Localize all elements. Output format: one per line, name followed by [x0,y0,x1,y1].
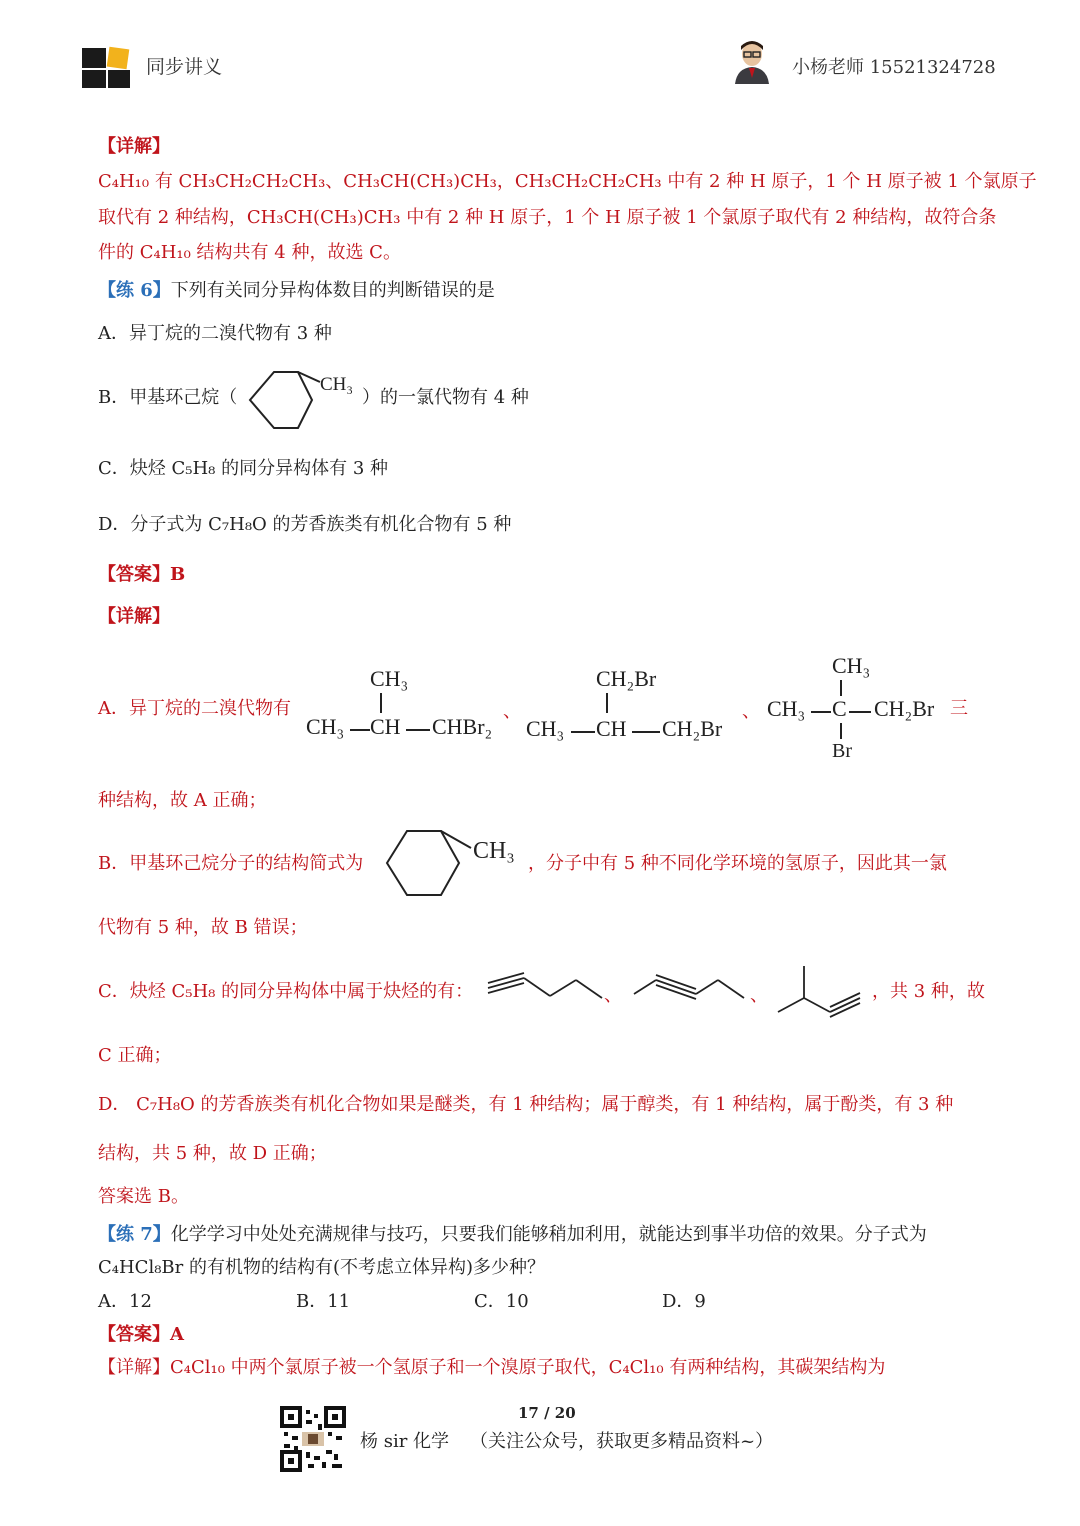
question-7-answer: 【答案】A [98,1324,184,1345]
explanation-a-cont: 种结构，故 A 正确； [98,790,267,811]
3-methylbut-1-yne-structure-icon [774,962,864,1020]
question-6-text: 下列有关同分异构体数目的判断错误的是 [170,280,495,301]
s3-bond-top [840,680,842,696]
brand-logo-icon [80,42,136,90]
explanation-a-post: 三 [950,698,968,719]
question-6-option-d: D．分子式为 C₇H₈O 的芳香族类有机化合物有 5 种 [98,514,512,535]
explanation-c-pre: C．炔烃 C₅H₈ 的同分异构体中属于炔烃的有： [98,981,474,1002]
sep-4: 、 [750,985,768,1006]
explanation-b-post: ，分子中有 5 种不同化学环境的氢原子，因此其一氯 [528,853,947,874]
page-number: 17 / 20 [518,1404,576,1422]
s2-ch: CH [596,716,627,741]
s1-bond-h2 [406,729,430,731]
teacher-avatar-icon [733,40,771,84]
detail-label: 【详解】 [98,136,170,157]
detail-line-1: C₄H₁₀ 有 CH₃CH₂CH₂CH₃、CH₃CH(CH₃)CH₃，CH₃CH₂CH₂CH₃ 中有 2 种 H 原子，1 个 H 原子被 1 个氯原子 [98,171,1037,192]
option-b-ch3-label: CH₃ [320,374,354,395]
question-7-tag: 【练 7】 [98,1224,171,1245]
s3-bond-bottom [840,723,842,739]
footer-slogan: （关注公众号，获取更多精品资料~） [470,1431,774,1452]
brand-title: 同步讲义 [146,56,223,78]
detail-line-3: 件的 C₄H₁₀ 结构共有 4 种，故选 C。 [98,242,401,263]
s1-ch3: CH₃ [370,666,409,691]
s2-ch2br-right: CH₂Br [662,716,723,741]
s1-ch: CH [370,714,401,739]
s3-c: C [832,696,847,721]
methylcyclohexane-structure-large-icon [383,828,533,898]
sep-2: 、 [742,701,760,722]
pent-1-yne-structure-icon [484,970,604,1010]
s1-chbr2: CHBr₂ [432,714,493,739]
teacher-contact: 小杨老师 15521324728 [792,57,996,78]
explanation-b-cont: 代物有 5 种，故 B 错误； [98,917,308,938]
detail-line-2: 取代有 2 种结构，CH₃CH(CH₃)CH₃ 中有 2 种 H 原子，1 个 H 原子被 1 个氯原子取代有 2 种结构，故符合条 [98,207,997,228]
s2-bond-h2 [632,731,660,733]
s1-bond-vertical [380,693,382,713]
sep-1: 、 [503,701,521,722]
exp-b-ch3-label: CH₃ [473,838,515,864]
s3-ch2br: CH₂Br [874,696,935,721]
qr-code-icon[interactable] [280,1406,346,1472]
question-6-option-a: A．异丁烷的二溴代物有 3 种 [98,323,332,344]
question-6-stem [98,279,495,303]
explanation-d-cont: 结构，共 5 种，故 D 正确； [98,1143,327,1164]
explanation-c-cont: C 正确； [98,1045,172,1066]
footer-account: 杨 sir 化学 [360,1431,450,1452]
s3-bond-h1 [811,711,831,713]
question-6-tag: 【练 6】 [98,280,171,301]
s2-bond-vertical [606,693,608,713]
conclusion: 答案选 B。 [98,1186,189,1207]
question-6-detail-label: 【详解】 [98,606,170,627]
sep-3: 、 [604,985,622,1006]
explanation-a-pre: A．异丁烷的二溴代物有 [98,698,291,719]
s3-ch3-top: CH₃ [832,653,871,678]
pent-2-yne-structure-icon [630,970,750,1010]
explanation-c-post: ，共 3 种，故 [872,981,985,1002]
s2-bond-h1 [571,731,595,733]
s3-ch3-left: CH₃ [767,696,806,721]
s2-ch3-left: CH₃ [526,716,565,741]
s1-ch3-left: CH₃ [306,714,345,739]
question-6-answer: 【答案】B [98,564,186,585]
question-6-option-c: C．炔烃 C₅H₈ 的同分异构体有 3 种 [98,458,389,479]
question-7-option-b: B．11 [296,1291,351,1312]
s3-bond-h2 [849,711,871,713]
question-7-text: 化学学习中处处充满规律与技巧，只要我们能够稍加利用，就能达到事半功倍的效果。分子式为 [170,1224,927,1245]
question-7-detail: 【详解】C₄Cl₁₀ 中两个氯原子被一个氢原子和一个溴原子取代，C₄Cl₁₀ 有两种结构，其碳架结构为 [98,1357,886,1378]
question-7-stem-line-2: C₄HCl₈Br 的有机物的结构有(不考虑立体异构)多少种？ [98,1257,546,1278]
s2-ch2br-top: CH₂Br [596,666,657,691]
question-6-option-b-pre: B．甲基环己烷（ [98,387,238,408]
explanation-b-pre: B．甲基环己烷分子的结构简式为 [98,853,364,874]
question-7-stem-line-1 [98,1223,927,1247]
question-6-option-b-post: ）的一氯代物有 4 种 [362,387,529,408]
explanation-d: D． C₇H₈O 的芳香族类有机化合物如果是醚类，有 1 种结构；属于醇类，有 1 种结构，属于酚类，有 3 种 [98,1094,954,1115]
s3-br: Br [832,740,852,762]
question-7-option-a: A．12 [98,1291,152,1312]
s1-bond-h1 [350,729,370,731]
question-7-option-d: D．9 [662,1291,706,1312]
question-7-option-c: C．10 [474,1291,529,1312]
